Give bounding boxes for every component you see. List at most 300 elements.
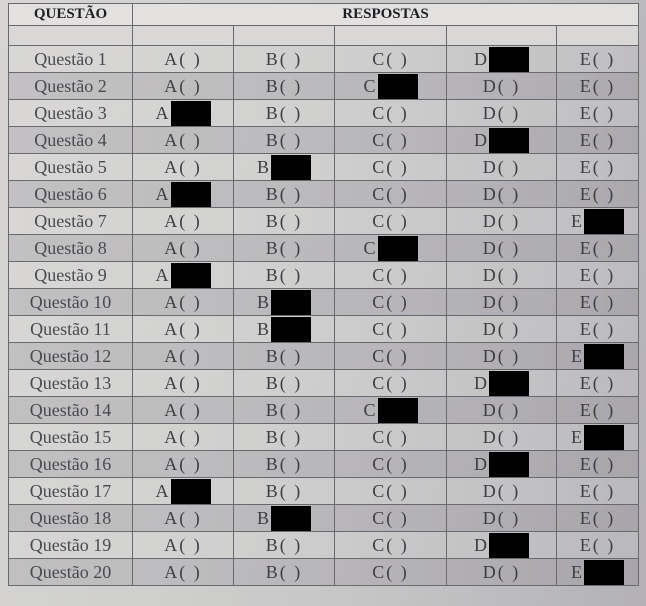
empty-bubble[interactable]: ( ): [386, 102, 409, 123]
option-a[interactable]: [164, 76, 202, 97]
option-cell-c[interactable]: [335, 46, 447, 73]
empty-bubble[interactable]: ( ): [386, 264, 409, 285]
empty-bubble[interactable]: ( ): [279, 399, 303, 420]
empty-bubble[interactable]: ( ): [279, 480, 303, 501]
option-cell-b[interactable]: [234, 100, 335, 127]
option-cell-d[interactable]: [447, 181, 557, 208]
option-cell-d[interactable]: [447, 343, 557, 370]
option-cell-a[interactable]: [133, 370, 234, 397]
empty-bubble[interactable]: ( ): [592, 237, 616, 258]
option-c[interactable]: [372, 184, 409, 205]
filled-answer-mark[interactable]: [271, 290, 311, 315]
option-cell-d[interactable]: [447, 424, 557, 451]
filled-answer-mark[interactable]: [584, 560, 624, 585]
option-d[interactable]: [483, 508, 521, 529]
option-e[interactable]: [580, 157, 616, 178]
option-c[interactable]: [372, 346, 409, 367]
option-e[interactable]: [580, 481, 616, 502]
empty-bubble[interactable]: ( ): [592, 156, 616, 177]
option-b[interactable]: [266, 238, 303, 259]
option-a[interactable]: [156, 182, 211, 207]
empty-bubble[interactable]: ( ): [386, 318, 409, 339]
empty-bubble[interactable]: ( ): [279, 534, 303, 555]
empty-bubble[interactable]: ( ): [592, 75, 616, 96]
empty-bubble[interactable]: ( ): [179, 507, 202, 528]
empty-bubble[interactable]: ( ): [592, 507, 616, 528]
empty-bubble[interactable]: ( ): [279, 75, 303, 96]
filled-answer-mark[interactable]: [171, 479, 211, 504]
option-cell-b[interactable]: [234, 208, 335, 235]
option-cell-a[interactable]: [133, 262, 234, 289]
option-cell-d[interactable]: [447, 235, 557, 262]
option-cell-d[interactable]: [447, 154, 557, 181]
option-b[interactable]: [257, 506, 311, 531]
option-b[interactable]: [266, 346, 303, 367]
option-d[interactable]: [483, 427, 521, 448]
empty-bubble[interactable]: ( ): [279, 561, 303, 582]
option-cell-c[interactable]: [335, 100, 447, 127]
filled-answer-mark[interactable]: [489, 128, 529, 153]
option-b[interactable]: [266, 562, 303, 583]
empty-bubble[interactable]: ( ): [279, 183, 303, 204]
option-cell-a[interactable]: [133, 235, 234, 262]
option-cell-a[interactable]: [133, 100, 234, 127]
option-c[interactable]: [372, 157, 409, 178]
empty-bubble[interactable]: ( ): [497, 75, 521, 96]
option-a[interactable]: [156, 479, 211, 504]
option-b[interactable]: [266, 49, 303, 70]
option-cell-d[interactable]: [447, 559, 557, 586]
option-c[interactable]: [372, 319, 409, 340]
option-c[interactable]: [363, 398, 417, 423]
option-cell-c[interactable]: [335, 343, 447, 370]
option-b[interactable]: [266, 454, 303, 475]
option-c[interactable]: [363, 236, 417, 261]
option-cell-d[interactable]: [447, 370, 557, 397]
option-cell-a[interactable]: [133, 208, 234, 235]
option-e[interactable]: [580, 103, 616, 124]
empty-bubble[interactable]: ( ): [279, 426, 303, 447]
empty-bubble[interactable]: ( ): [386, 372, 409, 393]
option-cell-c[interactable]: [335, 181, 447, 208]
empty-bubble[interactable]: ( ): [179, 237, 202, 258]
option-cell-a[interactable]: [133, 478, 234, 505]
option-c[interactable]: [372, 454, 409, 475]
option-cell-d[interactable]: [447, 208, 557, 235]
option-cell-c[interactable]: [335, 532, 447, 559]
empty-bubble[interactable]: ( ): [592, 291, 616, 312]
option-cell-b[interactable]: [234, 370, 335, 397]
option-cell-a[interactable]: [133, 154, 234, 181]
option-cell-b[interactable]: [234, 262, 335, 289]
empty-bubble[interactable]: ( ): [179, 156, 202, 177]
empty-bubble[interactable]: ( ): [386, 291, 409, 312]
option-a[interactable]: [164, 427, 202, 448]
empty-bubble[interactable]: ( ): [386, 156, 409, 177]
empty-bubble[interactable]: ( ): [386, 183, 409, 204]
empty-bubble[interactable]: ( ): [179, 372, 202, 393]
option-cell-b[interactable]: [234, 46, 335, 73]
option-cell-e[interactable]: [557, 424, 639, 451]
option-e[interactable]: [580, 238, 616, 259]
option-b[interactable]: [266, 373, 303, 394]
option-b[interactable]: [257, 317, 311, 342]
option-cell-c[interactable]: [335, 478, 447, 505]
option-b[interactable]: [266, 427, 303, 448]
filled-answer-mark[interactable]: [584, 425, 624, 450]
option-c[interactable]: [372, 535, 409, 556]
option-d[interactable]: [474, 533, 529, 558]
option-e[interactable]: [580, 49, 616, 70]
filled-answer-mark[interactable]: [171, 182, 211, 207]
option-cell-e[interactable]: [557, 262, 639, 289]
option-e[interactable]: [571, 344, 624, 369]
option-cell-d[interactable]: [447, 505, 557, 532]
filled-answer-mark[interactable]: [584, 344, 624, 369]
option-cell-e[interactable]: [557, 505, 639, 532]
empty-bubble[interactable]: ( ): [386, 129, 409, 150]
option-e[interactable]: [580, 265, 616, 286]
option-cell-d[interactable]: [447, 316, 557, 343]
option-d[interactable]: [483, 346, 521, 367]
option-b[interactable]: [257, 290, 311, 315]
empty-bubble[interactable]: ( ): [179, 48, 202, 69]
option-c[interactable]: [372, 427, 409, 448]
empty-bubble[interactable]: ( ): [497, 183, 521, 204]
option-cell-a[interactable]: [133, 73, 234, 100]
empty-bubble[interactable]: ( ): [179, 534, 202, 555]
option-cell-e[interactable]: [557, 451, 639, 478]
option-cell-c[interactable]: [335, 370, 447, 397]
filled-answer-mark[interactable]: [489, 452, 529, 477]
option-cell-b[interactable]: [234, 154, 335, 181]
empty-bubble[interactable]: ( ): [497, 345, 521, 366]
option-cell-c[interactable]: [335, 208, 447, 235]
option-cell-e[interactable]: [557, 46, 639, 73]
option-a[interactable]: [156, 263, 211, 288]
option-cell-a[interactable]: [133, 316, 234, 343]
empty-bubble[interactable]: ( ): [279, 264, 303, 285]
option-cell-b[interactable]: [234, 73, 335, 100]
option-cell-c[interactable]: [335, 451, 447, 478]
option-cell-a[interactable]: [133, 559, 234, 586]
empty-bubble[interactable]: ( ): [592, 480, 616, 501]
option-cell-d[interactable]: [447, 451, 557, 478]
option-cell-b[interactable]: [234, 289, 335, 316]
option-a[interactable]: [164, 373, 202, 394]
empty-bubble[interactable]: ( ): [497, 156, 521, 177]
empty-bubble[interactable]: ( ): [279, 372, 303, 393]
empty-bubble[interactable]: ( ): [592, 129, 616, 150]
option-cell-e[interactable]: [557, 100, 639, 127]
option-cell-c[interactable]: [335, 262, 447, 289]
option-cell-d[interactable]: [447, 478, 557, 505]
option-d[interactable]: [483, 76, 521, 97]
empty-bubble[interactable]: ( ): [279, 102, 303, 123]
option-cell-e[interactable]: [557, 289, 639, 316]
option-d[interactable]: [474, 47, 529, 72]
option-a[interactable]: [164, 130, 202, 151]
option-cell-b[interactable]: [234, 478, 335, 505]
empty-bubble[interactable]: ( ): [497, 318, 521, 339]
filled-answer-mark[interactable]: [489, 371, 529, 396]
option-cell-d[interactable]: [447, 46, 557, 73]
empty-bubble[interactable]: ( ): [179, 426, 202, 447]
option-a[interactable]: [164, 508, 202, 529]
empty-bubble[interactable]: ( ): [497, 399, 521, 420]
option-cell-e[interactable]: [557, 559, 639, 586]
option-a[interactable]: [164, 211, 202, 232]
filled-answer-mark[interactable]: [489, 533, 529, 558]
option-a[interactable]: [164, 454, 202, 475]
option-cell-e[interactable]: [557, 235, 639, 262]
option-d[interactable]: [474, 452, 529, 477]
option-cell-a[interactable]: [133, 397, 234, 424]
empty-bubble[interactable]: ( ): [386, 507, 409, 528]
empty-bubble[interactable]: ( ): [179, 291, 202, 312]
option-c[interactable]: [372, 130, 409, 151]
empty-bubble[interactable]: ( ): [179, 561, 202, 582]
option-cell-a[interactable]: [133, 46, 234, 73]
option-cell-b[interactable]: [234, 397, 335, 424]
empty-bubble[interactable]: ( ): [179, 318, 202, 339]
option-cell-b[interactable]: [234, 424, 335, 451]
empty-bubble[interactable]: ( ): [179, 399, 202, 420]
filled-answer-mark[interactable]: [378, 236, 418, 261]
option-a[interactable]: [164, 292, 202, 313]
option-c[interactable]: [363, 74, 417, 99]
option-d[interactable]: [483, 103, 521, 124]
option-cell-a[interactable]: [133, 451, 234, 478]
option-cell-e[interactable]: [557, 127, 639, 154]
option-cell-b[interactable]: [234, 559, 335, 586]
filled-answer-mark[interactable]: [271, 506, 311, 531]
option-b[interactable]: [266, 103, 303, 124]
option-cell-c[interactable]: [335, 397, 447, 424]
option-cell-c[interactable]: [335, 154, 447, 181]
option-cell-e[interactable]: [557, 316, 639, 343]
option-c[interactable]: [372, 481, 409, 502]
empty-bubble[interactable]: ( ): [592, 399, 616, 420]
option-d[interactable]: [483, 184, 521, 205]
empty-bubble[interactable]: ( ): [386, 210, 409, 231]
option-e[interactable]: [580, 319, 616, 340]
option-b[interactable]: [266, 130, 303, 151]
option-e[interactable]: [580, 373, 616, 394]
empty-bubble[interactable]: ( ): [386, 345, 409, 366]
option-d[interactable]: [483, 319, 521, 340]
empty-bubble[interactable]: ( ): [592, 453, 616, 474]
option-cell-b[interactable]: [234, 235, 335, 262]
empty-bubble[interactable]: ( ): [592, 534, 616, 555]
option-b[interactable]: [266, 76, 303, 97]
option-d[interactable]: [483, 265, 521, 286]
option-b[interactable]: [266, 184, 303, 205]
empty-bubble[interactable]: ( ): [279, 48, 303, 69]
option-cell-d[interactable]: [447, 100, 557, 127]
option-a[interactable]: [164, 319, 202, 340]
option-cell-a[interactable]: [133, 127, 234, 154]
option-a[interactable]: [164, 562, 202, 583]
filled-answer-mark[interactable]: [378, 398, 418, 423]
empty-bubble[interactable]: ( ): [497, 426, 521, 447]
filled-answer-mark[interactable]: [271, 317, 311, 342]
option-cell-a[interactable]: [133, 343, 234, 370]
option-c[interactable]: [372, 508, 409, 529]
filled-answer-mark[interactable]: [489, 47, 529, 72]
empty-bubble[interactable]: ( ): [279, 237, 303, 258]
option-c[interactable]: [372, 49, 409, 70]
option-cell-d[interactable]: [447, 532, 557, 559]
option-cell-c[interactable]: [335, 424, 447, 451]
empty-bubble[interactable]: ( ): [592, 264, 616, 285]
option-cell-c[interactable]: [335, 289, 447, 316]
empty-bubble[interactable]: ( ): [179, 129, 202, 150]
option-e[interactable]: [580, 184, 616, 205]
empty-bubble[interactable]: ( ): [279, 453, 303, 474]
option-e[interactable]: [571, 209, 624, 234]
option-cell-e[interactable]: [557, 370, 639, 397]
empty-bubble[interactable]: ( ): [179, 75, 202, 96]
option-cell-b[interactable]: [234, 532, 335, 559]
empty-bubble[interactable]: ( ): [386, 480, 409, 501]
option-a[interactable]: [156, 101, 211, 126]
option-cell-c[interactable]: [335, 127, 447, 154]
option-cell-a[interactable]: [133, 289, 234, 316]
option-c[interactable]: [372, 103, 409, 124]
option-cell-e[interactable]: [557, 532, 639, 559]
option-e[interactable]: [580, 130, 616, 151]
option-a[interactable]: [164, 49, 202, 70]
option-cell-e[interactable]: [557, 343, 639, 370]
option-cell-a[interactable]: [133, 505, 234, 532]
empty-bubble[interactable]: ( ): [386, 534, 409, 555]
empty-bubble[interactable]: ( ): [386, 426, 409, 447]
empty-bubble[interactable]: ( ): [386, 48, 409, 69]
option-b[interactable]: [266, 211, 303, 232]
option-e[interactable]: [580, 400, 616, 421]
option-d[interactable]: [483, 238, 521, 259]
option-b[interactable]: [266, 400, 303, 421]
option-cell-d[interactable]: [447, 262, 557, 289]
empty-bubble[interactable]: ( ): [592, 48, 616, 69]
option-c[interactable]: [372, 292, 409, 313]
option-cell-e[interactable]: [557, 397, 639, 424]
option-cell-d[interactable]: [447, 127, 557, 154]
filled-answer-mark[interactable]: [378, 74, 418, 99]
option-a[interactable]: [164, 346, 202, 367]
empty-bubble[interactable]: ( ): [592, 318, 616, 339]
option-cell-b[interactable]: [234, 505, 335, 532]
empty-bubble[interactable]: ( ): [592, 183, 616, 204]
option-c[interactable]: [372, 265, 409, 286]
option-cell-b[interactable]: [234, 343, 335, 370]
empty-bubble[interactable]: ( ): [497, 561, 521, 582]
empty-bubble[interactable]: ( ): [592, 102, 616, 123]
option-a[interactable]: [164, 535, 202, 556]
option-b[interactable]: [266, 265, 303, 286]
option-d[interactable]: [483, 562, 521, 583]
option-d[interactable]: [474, 128, 529, 153]
option-b[interactable]: [257, 155, 311, 180]
option-b[interactable]: [266, 535, 303, 556]
option-cell-e[interactable]: [557, 181, 639, 208]
option-cell-c[interactable]: [335, 73, 447, 100]
empty-bubble[interactable]: ( ): [497, 480, 521, 501]
option-d[interactable]: [483, 292, 521, 313]
option-cell-e[interactable]: [557, 73, 639, 100]
option-e[interactable]: [580, 535, 616, 556]
option-d[interactable]: [474, 371, 529, 396]
option-e[interactable]: [580, 76, 616, 97]
option-cell-b[interactable]: [234, 451, 335, 478]
option-c[interactable]: [372, 562, 409, 583]
option-e[interactable]: [580, 454, 616, 475]
option-cell-c[interactable]: [335, 505, 447, 532]
option-cell-a[interactable]: [133, 424, 234, 451]
option-c[interactable]: [372, 211, 409, 232]
option-e[interactable]: [580, 508, 616, 529]
option-cell-b[interactable]: [234, 316, 335, 343]
empty-bubble[interactable]: ( ): [497, 507, 521, 528]
option-e[interactable]: [571, 560, 624, 585]
option-d[interactable]: [483, 157, 521, 178]
empty-bubble[interactable]: ( ): [279, 210, 303, 231]
empty-bubble[interactable]: ( ): [497, 210, 521, 231]
option-cell-c[interactable]: [335, 316, 447, 343]
option-a[interactable]: [164, 157, 202, 178]
option-cell-d[interactable]: [447, 73, 557, 100]
option-cell-a[interactable]: [133, 181, 234, 208]
empty-bubble[interactable]: ( ): [279, 345, 303, 366]
empty-bubble[interactable]: ( ): [497, 237, 521, 258]
option-cell-e[interactable]: [557, 154, 639, 181]
filled-answer-mark[interactable]: [584, 209, 624, 234]
empty-bubble[interactable]: ( ): [386, 453, 409, 474]
empty-bubble[interactable]: ( ): [497, 291, 521, 312]
option-cell-e[interactable]: [557, 208, 639, 235]
option-cell-b[interactable]: [234, 181, 335, 208]
empty-bubble[interactable]: ( ): [386, 561, 409, 582]
option-d[interactable]: [483, 211, 521, 232]
empty-bubble[interactable]: ( ): [497, 264, 521, 285]
option-cell-e[interactable]: [557, 478, 639, 505]
option-d[interactable]: [483, 400, 521, 421]
option-cell-a[interactable]: [133, 532, 234, 559]
filled-answer-mark[interactable]: [171, 263, 211, 288]
option-cell-c[interactable]: [335, 559, 447, 586]
option-c[interactable]: [372, 373, 409, 394]
empty-bubble[interactable]: ( ): [179, 345, 202, 366]
filled-answer-mark[interactable]: [171, 101, 211, 126]
empty-bubble[interactable]: ( ): [179, 210, 202, 231]
empty-bubble[interactable]: ( ): [179, 453, 202, 474]
filled-answer-mark[interactable]: [271, 155, 311, 180]
empty-bubble[interactable]: ( ): [497, 102, 521, 123]
option-cell-b[interactable]: [234, 127, 335, 154]
option-a[interactable]: [164, 400, 202, 421]
empty-bubble[interactable]: ( ): [279, 129, 303, 150]
empty-bubble[interactable]: ( ): [592, 372, 616, 393]
option-b[interactable]: [266, 481, 303, 502]
option-cell-d[interactable]: [447, 397, 557, 424]
option-e[interactable]: [580, 292, 616, 313]
option-cell-c[interactable]: [335, 235, 447, 262]
option-e[interactable]: [571, 425, 624, 450]
option-cell-d[interactable]: [447, 289, 557, 316]
option-a[interactable]: [164, 238, 202, 259]
option-d[interactable]: [483, 481, 521, 502]
